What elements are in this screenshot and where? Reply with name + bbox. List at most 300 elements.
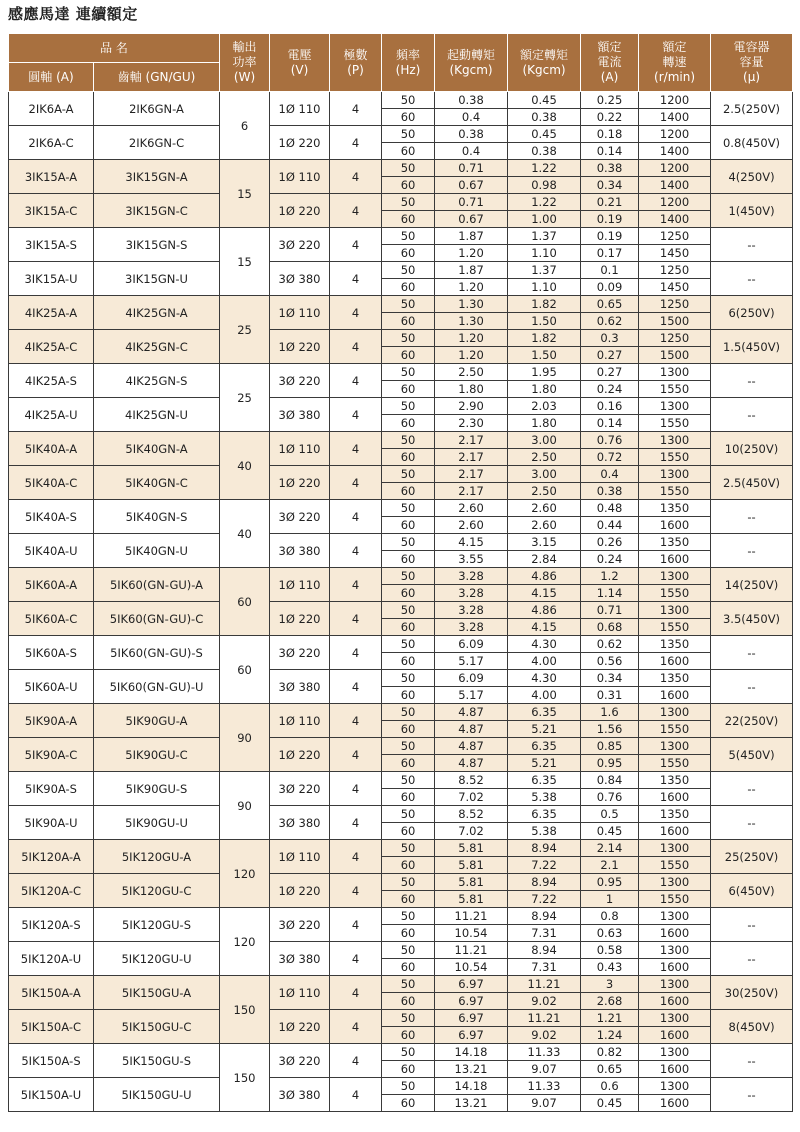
rated-current-cell: 0.31 [581, 687, 639, 704]
model-gear-shaft: 2IK6GN-A [94, 92, 220, 126]
voltage-cell: 3Ø 220 [270, 1044, 330, 1078]
model-round-shaft: 5IK90A-U [9, 806, 94, 840]
poles-cell: 4 [330, 942, 382, 976]
frequency-cell: 50 [382, 806, 435, 823]
starting-torque-cell: 2.17 [435, 483, 508, 500]
rated-torque-cell: 7.22 [508, 857, 581, 874]
header-product-name: 品 名 [9, 34, 220, 63]
starting-torque-cell: 3.28 [435, 602, 508, 619]
rated-torque-cell: 5.21 [508, 721, 581, 738]
poles-cell: 4 [330, 738, 382, 772]
poles-cell: 4 [330, 1044, 382, 1078]
output-power-cell: 90 [220, 704, 270, 772]
model-round-shaft: 4IK25A-A [9, 296, 94, 330]
rated-speed-cell: 1550 [639, 483, 711, 500]
capacitor-cell: -- [711, 262, 793, 296]
rated-torque-cell: 9.02 [508, 993, 581, 1010]
frequency-cell: 60 [382, 381, 435, 398]
rated-current-cell: 0.65 [581, 1061, 639, 1078]
capacitor-cell: -- [711, 772, 793, 806]
header-rated-torque-line: 額定轉矩 [520, 47, 569, 62]
capacitor-cell: -- [711, 806, 793, 840]
model-gear-shaft: 4IK25GN-S [94, 364, 220, 398]
rated-speed-cell: 1550 [639, 585, 711, 602]
table-row [9, 976, 793, 993]
rated-torque-cell: 1.22 [508, 194, 581, 211]
model-round-shaft: 5IK60A-A [9, 568, 94, 602]
frequency-cell: 60 [382, 959, 435, 976]
rated-current-cell: 0.44 [581, 517, 639, 534]
starting-torque-cell: 6.97 [435, 1027, 508, 1044]
frequency-cell: 50 [382, 262, 435, 279]
rated-torque-cell: 0.45 [508, 92, 581, 109]
starting-torque-cell: 4.87 [435, 738, 508, 755]
rated-torque-cell: 4.00 [508, 687, 581, 704]
poles-cell: 4 [330, 534, 382, 568]
rated-torque-cell: 11.21 [508, 976, 581, 993]
frequency-cell: 50 [382, 466, 435, 483]
frequency-cell: 50 [382, 194, 435, 211]
table-row [9, 432, 793, 449]
starting-torque-cell: 11.21 [435, 908, 508, 925]
rated-current-cell: 1.24 [581, 1027, 639, 1044]
frequency-cell: 60 [382, 721, 435, 738]
frequency-cell: 60 [382, 415, 435, 432]
starting-torque-cell: 1.20 [435, 330, 508, 347]
voltage-cell: 1Ø 110 [270, 432, 330, 466]
voltage-cell: 1Ø 220 [270, 466, 330, 500]
poles-cell: 4 [330, 670, 382, 704]
rated-current-cell: 0.34 [581, 670, 639, 687]
poles-cell: 4 [330, 398, 382, 432]
rated-current-cell: 0.48 [581, 500, 639, 517]
model-round-shaft: 3IK15A-S [9, 228, 94, 262]
rated-current-cell: 0.18 [581, 126, 639, 143]
frequency-cell: 50 [382, 1078, 435, 1095]
capacitor-cell: 25(250V) [711, 840, 793, 874]
model-gear-shaft: 3IK15GN-U [94, 262, 220, 296]
rated-speed-cell: 1600 [639, 687, 711, 704]
rated-speed-cell: 1350 [639, 636, 711, 653]
frequency-cell: 60 [382, 517, 435, 534]
rated-current-cell: 0.09 [581, 279, 639, 296]
model-round-shaft: 5IK40A-S [9, 500, 94, 534]
frequency-cell: 50 [382, 160, 435, 177]
rated-current-cell: 1.56 [581, 721, 639, 738]
rated-current-cell: 1 [581, 891, 639, 908]
rated-speed-cell: 1300 [639, 466, 711, 483]
model-gear-shaft: 5IK40GN-C [94, 466, 220, 500]
page-title: 感應馬達 連續額定 [8, 5, 138, 23]
rated-speed-cell: 1350 [639, 772, 711, 789]
rated-torque-cell: 1.95 [508, 364, 581, 381]
table-row [9, 228, 793, 245]
voltage-cell: 3Ø 220 [270, 636, 330, 670]
rated-speed-cell: 1250 [639, 296, 711, 313]
rated-speed-cell: 1300 [639, 364, 711, 381]
starting-torque-cell: 6.09 [435, 670, 508, 687]
rated-torque-cell: 8.94 [508, 908, 581, 925]
rated-torque-cell: 7.31 [508, 959, 581, 976]
header-rated-current [581, 34, 639, 92]
starting-torque-cell: 1.20 [435, 347, 508, 364]
rated-current-cell: 0.24 [581, 381, 639, 398]
frequency-cell: 50 [382, 432, 435, 449]
frequency-cell: 50 [382, 364, 435, 381]
starting-torque-cell: 2.60 [435, 517, 508, 534]
header-output-power-line: 功率 [232, 55, 257, 69]
rated-current-cell: 0.1 [581, 262, 639, 279]
starting-torque-cell: 7.02 [435, 823, 508, 840]
model-gear-shaft: 5IK60(GN-GU)-A [94, 568, 220, 602]
rated-torque-cell: 1.80 [508, 381, 581, 398]
starting-torque-cell: 6.09 [435, 636, 508, 653]
table-row [9, 636, 793, 653]
rated-torque-cell: 2.50 [508, 483, 581, 500]
rated-current-cell: 0.82 [581, 1044, 639, 1061]
rated-current-cell: 0.68 [581, 619, 639, 636]
rated-speed-cell: 1400 [639, 177, 711, 194]
starting-torque-cell: 5.17 [435, 653, 508, 670]
header-rated-speed-line: 轉速 [662, 55, 687, 69]
frequency-cell: 60 [382, 1027, 435, 1044]
frequency-cell: 60 [382, 619, 435, 636]
header-capacitor [711, 34, 793, 92]
rated-speed-cell: 1300 [639, 976, 711, 993]
rated-torque-cell: 1.37 [508, 262, 581, 279]
rated-torque-cell: 8.94 [508, 874, 581, 891]
poles-cell: 4 [330, 160, 382, 194]
rated-speed-cell: 1300 [639, 1044, 711, 1061]
rated-speed-cell: 1500 [639, 313, 711, 330]
table-row [9, 398, 793, 415]
starting-torque-cell: 7.02 [435, 789, 508, 806]
header-capacitor-line: 容量 [739, 55, 764, 69]
starting-torque-cell: 4.87 [435, 755, 508, 772]
model-gear-shaft: 5IK120GU-U [94, 942, 220, 976]
frequency-cell: 50 [382, 976, 435, 993]
header-voltage-line: (V) [290, 62, 309, 77]
poles-cell: 4 [330, 874, 382, 908]
rated-current-cell: 0.95 [581, 755, 639, 772]
rated-speed-cell: 1200 [639, 160, 711, 177]
starting-torque-cell: 3.55 [435, 551, 508, 568]
motor-spec-table [8, 33, 793, 1112]
table-row [9, 126, 793, 143]
rated-speed-cell: 1550 [639, 721, 711, 738]
output-power-cell: 150 [220, 976, 270, 1044]
rated-speed-cell: 1600 [639, 959, 711, 976]
rated-torque-cell: 1.10 [508, 279, 581, 296]
rated-torque-cell: 1.80 [508, 415, 581, 432]
rated-current-cell: 0.63 [581, 925, 639, 942]
model-round-shaft: 5IK40A-A [9, 432, 94, 466]
model-gear-shaft: 5IK40GN-A [94, 432, 220, 466]
voltage-cell: 1Ø 220 [270, 194, 330, 228]
header-rated-current-line: (A) [600, 70, 619, 84]
header-gear-shaft: 齒軸 (GN/GU) [94, 63, 220, 92]
model-round-shaft: 5IK120A-C [9, 874, 94, 908]
rated-torque-cell: 9.02 [508, 1027, 581, 1044]
voltage-cell: 3Ø 380 [270, 262, 330, 296]
frequency-cell: 50 [382, 398, 435, 415]
frequency-cell: 60 [382, 449, 435, 466]
model-gear-shaft: 5IK150GU-C [94, 1010, 220, 1044]
header-rated-current-line: 額定 [597, 40, 622, 54]
starting-torque-cell: 1.20 [435, 279, 508, 296]
starting-torque-cell: 13.21 [435, 1095, 508, 1112]
frequency-cell: 60 [382, 245, 435, 262]
frequency-cell: 50 [382, 874, 435, 891]
rated-speed-cell: 1600 [639, 551, 711, 568]
header-starting-torque [435, 34, 508, 92]
rated-speed-cell: 1200 [639, 194, 711, 211]
output-power-cell: 150 [220, 1044, 270, 1112]
model-round-shaft: 3IK15A-U [9, 262, 94, 296]
header-frequency-line: (Hz) [395, 62, 421, 77]
header-capacitor-line: 電容器 [733, 40, 770, 54]
starting-torque-cell: 5.81 [435, 874, 508, 891]
rated-torque-cell: 6.35 [508, 806, 581, 823]
model-gear-shaft: 3IK15GN-A [94, 160, 220, 194]
frequency-cell: 60 [382, 279, 435, 296]
rated-speed-cell: 1250 [639, 228, 711, 245]
rated-current-cell: 0.76 [581, 789, 639, 806]
table-row [9, 466, 793, 483]
rated-speed-cell: 1400 [639, 109, 711, 126]
rated-speed-cell: 1600 [639, 1027, 711, 1044]
rated-current-cell: 0.14 [581, 143, 639, 160]
table-row [9, 772, 793, 789]
model-round-shaft: 5IK150A-U [9, 1078, 94, 1112]
capacitor-cell: 2.5(250V) [711, 92, 793, 126]
header-voltage [270, 34, 330, 92]
starting-torque-cell: 1.87 [435, 262, 508, 279]
starting-torque-cell: 11.21 [435, 942, 508, 959]
model-gear-shaft: 4IK25GN-U [94, 398, 220, 432]
voltage-cell: 3Ø 380 [270, 1078, 330, 1112]
rated-speed-cell: 1250 [639, 330, 711, 347]
frequency-cell: 50 [382, 228, 435, 245]
output-power-cell: 40 [220, 500, 270, 568]
rated-torque-cell: 0.38 [508, 143, 581, 160]
capacitor-cell: -- [711, 1078, 793, 1112]
rated-torque-cell: 2.84 [508, 551, 581, 568]
rated-torque-cell: 1.10 [508, 245, 581, 262]
rated-speed-cell: 1550 [639, 415, 711, 432]
table-row [9, 1044, 793, 1061]
starting-torque-cell: 1.30 [435, 313, 508, 330]
rated-torque-cell: 4.86 [508, 568, 581, 585]
voltage-cell: 3Ø 380 [270, 806, 330, 840]
rated-torque-cell: 6.35 [508, 738, 581, 755]
table-row [9, 160, 793, 177]
rated-torque-cell: 4.15 [508, 619, 581, 636]
starting-torque-cell: 3.28 [435, 568, 508, 585]
starting-torque-cell: 6.97 [435, 993, 508, 1010]
starting-torque-cell: 14.18 [435, 1044, 508, 1061]
starting-torque-cell: 2.60 [435, 500, 508, 517]
poles-cell: 4 [330, 772, 382, 806]
rated-current-cell: 0.65 [581, 296, 639, 313]
starting-torque-cell: 2.90 [435, 398, 508, 415]
poles-cell: 4 [330, 364, 382, 398]
rated-torque-cell: 2.50 [508, 449, 581, 466]
capacitor-cell: -- [711, 500, 793, 534]
rated-speed-cell: 1400 [639, 211, 711, 228]
rated-current-cell: 0.16 [581, 398, 639, 415]
frequency-cell: 60 [382, 483, 435, 500]
model-round-shaft: 5IK60A-S [9, 636, 94, 670]
header-output-power-line: 輸出 [232, 40, 257, 54]
capacitor-cell: 30(250V) [711, 976, 793, 1010]
output-power-cell: 40 [220, 432, 270, 500]
model-round-shaft: 5IK90A-C [9, 738, 94, 772]
rated-speed-cell: 1400 [639, 143, 711, 160]
starting-torque-cell: 3.28 [435, 619, 508, 636]
rated-torque-cell: 5.38 [508, 789, 581, 806]
voltage-cell: 3Ø 220 [270, 772, 330, 806]
poles-cell: 4 [330, 194, 382, 228]
starting-torque-cell: 5.81 [435, 840, 508, 857]
frequency-cell: 50 [382, 92, 435, 109]
header-rated-torque [508, 34, 581, 92]
frequency-cell: 50 [382, 500, 435, 517]
frequency-cell: 50 [382, 942, 435, 959]
rated-torque-cell: 1.00 [508, 211, 581, 228]
rated-speed-cell: 1600 [639, 823, 711, 840]
model-round-shaft: 3IK15A-A [9, 160, 94, 194]
rated-current-cell: 0.17 [581, 245, 639, 262]
starting-torque-cell: 5.81 [435, 891, 508, 908]
model-gear-shaft: 5IK150GU-U [94, 1078, 220, 1112]
table-row [9, 840, 793, 857]
capacitor-cell: -- [711, 364, 793, 398]
rated-current-cell: 0.38 [581, 483, 639, 500]
table-row [9, 568, 793, 585]
rated-speed-cell: 1450 [639, 245, 711, 262]
header-poles-line: (P) [347, 62, 364, 77]
starting-torque-cell: 4.15 [435, 534, 508, 551]
poles-cell: 4 [330, 1010, 382, 1044]
rated-current-cell: 0.19 [581, 211, 639, 228]
poles-cell: 4 [330, 568, 382, 602]
rated-torque-cell: 3.15 [508, 534, 581, 551]
capacitor-cell: 1(450V) [711, 194, 793, 228]
rated-torque-cell: 1.50 [508, 347, 581, 364]
capacitor-cell: -- [711, 670, 793, 704]
rated-current-cell: 0.34 [581, 177, 639, 194]
frequency-cell: 60 [382, 347, 435, 364]
table-row [9, 534, 793, 551]
capacitor-cell: 6(450V) [711, 874, 793, 908]
model-round-shaft: 4IK25A-U [9, 398, 94, 432]
rated-speed-cell: 1300 [639, 1010, 711, 1027]
rated-speed-cell: 1300 [639, 874, 711, 891]
model-gear-shaft: 5IK90GU-U [94, 806, 220, 840]
rated-speed-cell: 1300 [639, 942, 711, 959]
poles-cell: 4 [330, 704, 382, 738]
rated-speed-cell: 1300 [639, 1078, 711, 1095]
rated-torque-cell: 1.82 [508, 330, 581, 347]
starting-torque-cell: 2.17 [435, 449, 508, 466]
table-row [9, 1010, 793, 1027]
frequency-cell: 50 [382, 534, 435, 551]
rated-torque-cell: 2.03 [508, 398, 581, 415]
frequency-cell: 60 [382, 789, 435, 806]
rated-torque-cell: 2.60 [508, 517, 581, 534]
model-round-shaft: 5IK40A-U [9, 534, 94, 568]
voltage-cell: 3Ø 220 [270, 500, 330, 534]
poles-cell: 4 [330, 330, 382, 364]
rated-torque-cell: 9.07 [508, 1061, 581, 1078]
header-rated-speed [639, 34, 711, 92]
output-power-cell: 6 [220, 92, 270, 160]
starting-torque-cell: 6.97 [435, 976, 508, 993]
poles-cell: 4 [330, 976, 382, 1010]
poles-cell: 4 [330, 602, 382, 636]
poles-cell: 4 [330, 806, 382, 840]
capacitor-cell: 6(250V) [711, 296, 793, 330]
output-power-cell: 15 [220, 160, 270, 228]
rated-speed-cell: 1350 [639, 500, 711, 517]
rated-speed-cell: 1300 [639, 908, 711, 925]
rated-torque-cell: 3.00 [508, 432, 581, 449]
model-gear-shaft: 5IK60(GN-GU)-C [94, 602, 220, 636]
frequency-cell: 60 [382, 313, 435, 330]
header-frequency [382, 34, 435, 92]
rated-speed-cell: 1350 [639, 670, 711, 687]
frequency-cell: 60 [382, 551, 435, 568]
poles-cell: 4 [330, 636, 382, 670]
model-gear-shaft: 5IK150GU-A [94, 976, 220, 1010]
model-round-shaft: 5IK120A-U [9, 942, 94, 976]
rated-current-cell: 0.85 [581, 738, 639, 755]
frequency-cell: 60 [382, 585, 435, 602]
table-row [9, 670, 793, 687]
rated-speed-cell: 1300 [639, 432, 711, 449]
table-row [9, 92, 793, 109]
starting-torque-cell: 3.28 [435, 585, 508, 602]
rated-torque-cell: 2.60 [508, 500, 581, 517]
rated-speed-cell: 1300 [639, 738, 711, 755]
starting-torque-cell: 1.87 [435, 228, 508, 245]
voltage-cell: 1Ø 110 [270, 704, 330, 738]
frequency-cell: 60 [382, 1095, 435, 1112]
rated-speed-cell: 1450 [639, 279, 711, 296]
capacitor-cell: 3.5(450V) [711, 602, 793, 636]
rated-speed-cell: 1300 [639, 840, 711, 857]
rated-current-cell: 0.72 [581, 449, 639, 466]
poles-cell: 4 [330, 126, 382, 160]
table-header [9, 34, 793, 92]
model-gear-shaft: 5IK150GU-S [94, 1044, 220, 1078]
frequency-cell: 60 [382, 177, 435, 194]
header-output-power [220, 34, 270, 92]
rated-speed-cell: 1550 [639, 755, 711, 772]
voltage-cell: 3Ø 380 [270, 534, 330, 568]
rated-torque-cell: 4.00 [508, 653, 581, 670]
capacitor-cell: -- [711, 398, 793, 432]
rated-speed-cell: 1550 [639, 449, 711, 466]
voltage-cell: 3Ø 380 [270, 942, 330, 976]
starting-torque-cell: 1.20 [435, 245, 508, 262]
starting-torque-cell: 0.71 [435, 194, 508, 211]
output-power-cell: 60 [220, 636, 270, 704]
rated-current-cell: 1.14 [581, 585, 639, 602]
rated-torque-cell: 4.15 [508, 585, 581, 602]
frequency-cell: 50 [382, 704, 435, 721]
